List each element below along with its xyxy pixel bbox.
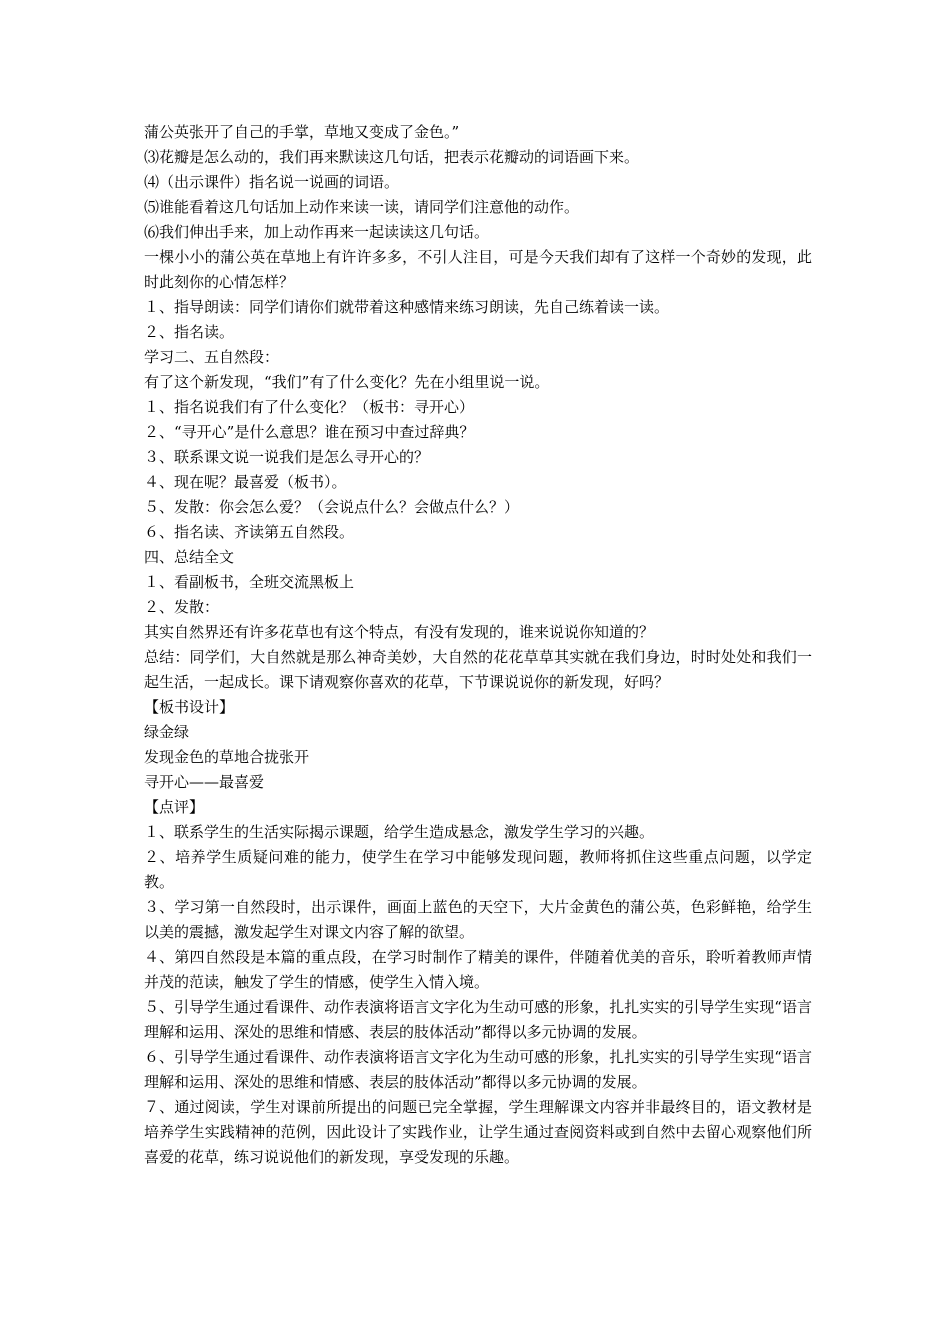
board-design-heading: 【板书设计】 [144,698,235,716]
text-line: 其实自然界还有许多花草也有这个特点，有没有发现的，谁来说说你知道的？ [144,623,655,641]
review-item: ３、学习第一自然段时，出示课件，画面上蓝色的天空下，大片金黄色的蒲公英，色彩鲜艳，给学生以美的震撼，激发起学生对课文内容了解的欲望。 [144,898,812,941]
text-line: ５、发散：你会怎么爱？（会说点什么？会做点什么？） [144,498,520,516]
text-line: ⑸谁能看着这几句话加上动作来读一读，请同学们注意他的动作。 [144,198,580,216]
paragraph: 一棵小小的蒲公英在草地上有许许多多，不引人注目，可是今天我们却有了这样一个奇妙的发现，此时此刻你的心情怎样？ [144,248,812,291]
text-line: １、看副板书，全班交流黑板上 [144,573,355,591]
text-line: ２、发散： [144,598,220,616]
text-line: １、指导朗读：同学们请你们就带着这种感情来练习朗读，先自己练着读一读。 [144,298,670,316]
text-line: ４、现在呢？最喜爱（板书）。 [144,473,347,491]
review-item: １、联系学生的生活实际揭示课题，给学生造成悬念，激发学生学习的兴趣。 [144,823,655,841]
text-line: ６、指名读、齐读第五自然段。 [144,523,355,541]
text-line: ２、指名读。 [144,323,235,341]
section-heading: 学习二、五自然段： [144,348,280,366]
text-line: 有了这个新发现，“我们”有了什么变化？先在小组里说一说。 [144,373,550,391]
review-heading: 【点评】 [144,798,205,816]
document-body [144,120,812,1170]
board-line: 绿金绿 [144,723,190,741]
board-line: 发现金色的草地合拢张开 [144,748,310,766]
review-item: ７、通过阅读，学生对课前所提出的问题已完全掌握，学生理解课文内容并非最终目的，语文教材是培养学生实践精神的范例，因此设计了实践作业，让学生通过查阅资料或到自然中去留心观察他们所喜爱的花草，练习说说他们的新发现，享受发现的乐趣。 [144,1098,812,1166]
text-line: ⑷（出示课件）指名说一说画的词语。 [144,173,400,191]
review-item: ２、培养学生质疑问难的能力，使学生在学习中能够发现问题，教师将抓住这些重点问题，以学定教。 [144,848,812,891]
review-item: ６、引导学生通过看课件、动作表演将语言文字化为生动可感的形象，扎扎实实的引导学生实现“语言理解和运用、深处的思维和情感、表层的肢体活动”都得以多元协调的发展。 [144,1048,812,1091]
text-line: １、指名说我们有了什么变化？（板书：寻开心） [144,398,475,416]
text-line: ３、联系课文说一说我们是怎么寻开心的？ [144,448,430,466]
text-line: ⑶花瓣是怎么动的，我们再来默读这几句话，把表示花瓣动的词语画下来。 [144,148,640,166]
board-line: 寻开心——最喜爱 [144,773,265,791]
text-line: ２、“寻开心”是什么意思？谁在预习中查过辞典？ [144,423,475,441]
text-line: 蒲公英张开了自己的手掌，草地又变成了金色。” [144,123,460,141]
review-item: ５、引导学生通过看课件、动作表演将语言文字化为生动可感的形象，扎扎实实的引导学生实现“语言理解和运用、深处的思维和情感、表层的肢体活动”都得以多元协调的发展。 [144,998,812,1041]
summary-paragraph: 总结：同学们，大自然就是那么神奇美妙，大自然的花花草草其实就在我们身边，时时处处和我们一起生活，一起成长。课下请观察你喜欢的花草，下节课说说你的新发现，好吗？ [144,648,812,691]
text-line: ⑹我们伸出手来，加上动作再来一起读读这几句话。 [144,223,490,241]
section-heading: 四、总结全文 [144,548,235,566]
review-item: ４、第四自然段是本篇的重点段，在学习时制作了精美的课件，伴随着优美的音乐，聆听着教师声情并茂的范读，触发了学生的情感，使学生入情入境。 [144,948,812,991]
